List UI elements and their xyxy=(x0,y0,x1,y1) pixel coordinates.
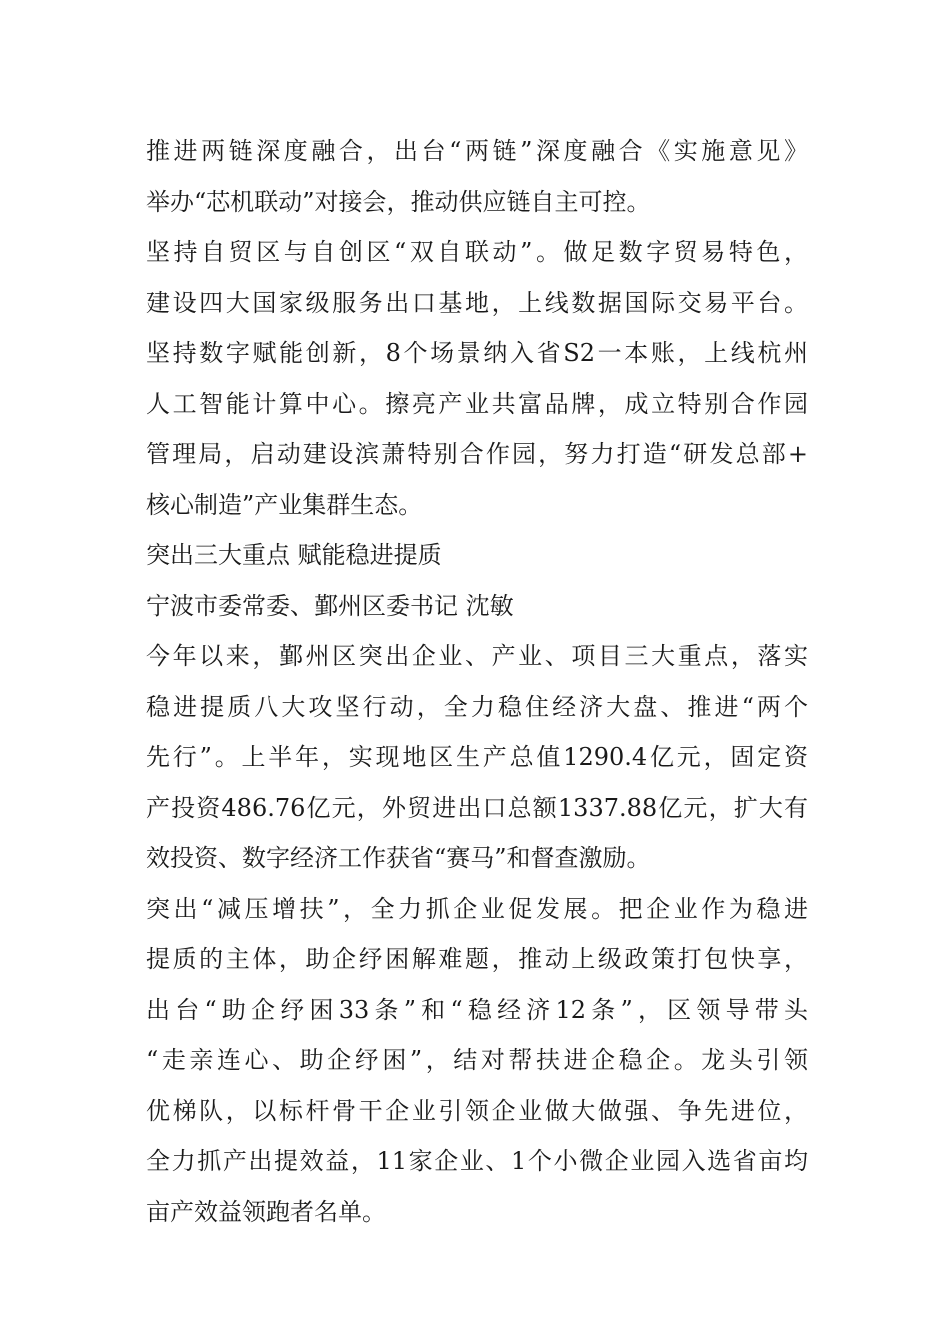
text-line: 管理局，启动建设滨萧特别合作园，努力打造“研发总部+ xyxy=(146,440,808,468)
text-line: 突出三大重点 赋能稳进提质 xyxy=(146,541,442,569)
text-line: 全力抓产出提效益，11家企业、1个小微企业园入选省亩均 xyxy=(146,1147,808,1175)
text-line: 效投资、数字经济工作获省“赛马”和督查激励。 xyxy=(146,844,651,872)
text-line: 亩产效益领跑者名单。 xyxy=(146,1197,386,1226)
text-line: “走亲连心、助企纾困”，结对帮扶进企稳企。龙头引领 xyxy=(146,1046,808,1074)
text-line: 坚持数字赋能创新，8个场景纳入省S2一本账，上线杭州 xyxy=(146,339,808,367)
text-line: 优梯队，以标杆骨干企业引领企业做大做强、争先进位， xyxy=(146,1096,808,1125)
text-line: 人工智能计算中心。擦亮产业共富品牌，成立特别合作园 xyxy=(146,389,808,418)
text-line: 举办“芯机联动”对接会，推动供应链自主可控。 xyxy=(146,187,651,216)
text-line: 出台“助企纾困33条”和“稳经济12条”，区领导带头 xyxy=(146,995,808,1024)
text-line: 先行”。上半年，实现地区生产总值1290.4亿元，固定资 xyxy=(146,743,808,771)
text-line: 突出“减压增扶”，全力抓企业促发展。把企业作为稳进 xyxy=(146,894,808,923)
text-line: 稳进提质八大攻坚行动，全力稳住经济大盘、推进“两个 xyxy=(146,692,808,721)
text-line: 今年以来，鄞州区突出企业、产业、项目三大重点，落实 xyxy=(146,642,808,670)
text-line: 宁波市委常委、鄞州区委书记 沈敏 xyxy=(146,591,514,620)
text-line: 产投资486.76亿元，外贸进出口总额1337.88亿元，扩大有 xyxy=(146,793,808,822)
document-body xyxy=(146,126,808,1237)
text-line: 核心制造”产业集群生态。 xyxy=(146,490,423,519)
text-line: 推进两链深度融合，出台“两链”深度融合《实施意见》 xyxy=(146,137,808,165)
text-line: 建设四大国家级服务出口基地，上线数据国际交易平台。 xyxy=(146,288,808,317)
text-line: 坚持自贸区与自创区“双自联动”。做足数字贸易特色， xyxy=(146,238,808,266)
text-line: 提质的主体，助企纾困解难题，推动上级政策打包快享， xyxy=(146,945,808,973)
